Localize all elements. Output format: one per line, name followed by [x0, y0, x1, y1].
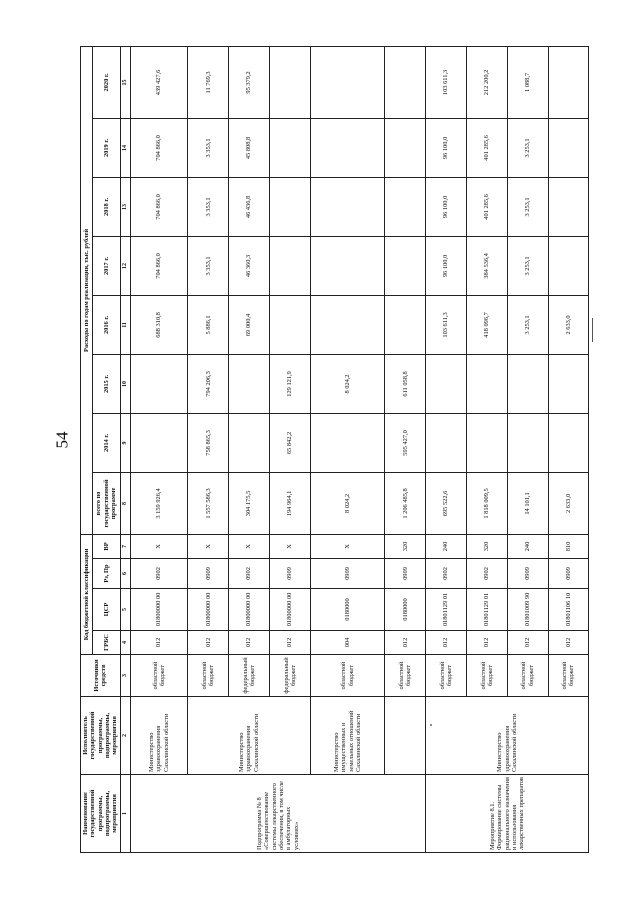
value-2019: 704 866,0	[130, 118, 188, 177]
value-2016: 5 886,1	[188, 295, 229, 354]
col-number: 12	[120, 236, 130, 295]
rzpr-cell: 0909	[385, 559, 426, 589]
hdr-expenses: Расходы по годам реализации, тыс. рублей	[81, 46, 93, 534]
value-2014	[229, 413, 270, 472]
executor-cell: Министерство здравоохранения Сахалинской области	[130, 697, 188, 775]
source-cell: областной бюджет	[548, 655, 589, 697]
source-cell: областной бюджет	[426, 655, 467, 697]
total-cell: 1 818 009,5	[466, 472, 507, 534]
table-row	[310, 46, 385, 852]
value-2020: 95 379,2	[229, 46, 270, 118]
csr-cell: 01801106 10	[548, 589, 589, 631]
col-number: 9	[120, 413, 130, 472]
col-number: 11	[120, 295, 130, 354]
col-number: 8	[120, 472, 130, 534]
value-2020: 212 200,2	[466, 46, 507, 118]
source-cell: областной бюджет	[466, 655, 507, 697]
value-2015	[426, 354, 467, 413]
hdr-source: Источники средств	[81, 655, 121, 697]
rzpr-cell: 0909	[507, 559, 548, 589]
value-2017	[385, 236, 426, 295]
value-2020	[385, 46, 426, 118]
rzpr-cell: 0909	[548, 559, 589, 589]
grbs-cell: 004	[310, 631, 385, 655]
value-2019: 45 808,8	[229, 118, 270, 177]
value-2015: 8 024,2	[310, 354, 385, 413]
grbs-cell: 012	[507, 631, 548, 655]
value-2017	[548, 236, 589, 295]
value-2014	[130, 413, 188, 472]
hdr-2019: 2019 г.	[92, 118, 120, 177]
value-2016: 103 611,3	[426, 295, 467, 354]
value-2019: 96 100,0	[426, 118, 467, 177]
source-cell: областной бюджет	[385, 655, 426, 697]
value-2016: 688 310,8	[130, 295, 188, 354]
value-2017: 3 353,1	[188, 236, 229, 295]
source-cell: областной бюджет	[188, 655, 229, 697]
source-cell: областной бюджет	[130, 655, 188, 697]
total-cell: 695 522,6	[426, 472, 467, 534]
value-2018	[310, 177, 385, 236]
csr-cell: 01801129 01	[466, 589, 507, 631]
total-cell: 3 159 926,4	[130, 472, 188, 534]
col-number: 2	[120, 697, 130, 775]
value-2017	[310, 236, 385, 295]
value-2018	[385, 177, 426, 236]
grbs-cell: 012	[130, 631, 188, 655]
hdr-total: всего по государственной программе	[92, 472, 120, 534]
grbs-cell: 012	[548, 631, 589, 655]
value-2018: 46 436,8	[229, 177, 270, 236]
hdr-executor: Исполнитель государственной программы, подпрограммы, мероприятия	[81, 697, 121, 775]
col-number: 1	[120, 775, 130, 853]
grbs-cell: 012	[188, 631, 229, 655]
value-2018: 3 253,1	[507, 177, 548, 236]
executor-cell: Министерство здравоохранения Сахалинской области	[188, 697, 310, 775]
value-2018	[269, 177, 310, 236]
hdr-2015: 2015 г.	[92, 354, 120, 413]
value-2015	[466, 354, 507, 413]
col-number: 5	[120, 589, 130, 631]
csr-cell: 01801009 90	[507, 589, 548, 631]
value-2017: 96 100,0	[426, 236, 467, 295]
hdr-2020: 2020 г.	[92, 46, 120, 118]
value-2017: 3 253,1	[507, 236, 548, 295]
value-2018: 704 866,0	[130, 177, 188, 236]
table-row	[130, 46, 188, 852]
value-2019	[385, 118, 426, 177]
value-2014	[466, 413, 507, 472]
value-2015	[507, 354, 548, 413]
subprogram-name: Подпрограмма № 8 «Совершенствование системы лекарственного обеспечения, в том числе в амбулаторных условиях»	[130, 775, 426, 853]
budget-table	[80, 46, 589, 853]
vr-cell: Х	[130, 534, 188, 558]
rzpr-cell: 0909	[310, 559, 385, 589]
vr-cell: 240	[507, 534, 548, 558]
vr-cell: Х	[310, 534, 385, 558]
rzpr-cell: 0902	[229, 559, 270, 589]
source-cell: федеральный бюджет	[229, 655, 270, 697]
value-2020: 103 611,3	[426, 46, 467, 118]
hdr-name: Наименование государственной программы, подпрограммы, мероприятия	[81, 775, 121, 853]
header-row-1	[81, 46, 93, 852]
column-number-row	[120, 46, 130, 852]
rzpr-cell: 0909	[188, 559, 229, 589]
grbs-cell: 012	[229, 631, 270, 655]
value-2020	[269, 46, 310, 118]
value-2014	[310, 413, 385, 472]
source-cell: федеральный бюджет	[269, 655, 310, 697]
grbs-cell: 012	[385, 631, 426, 655]
col-number: 13	[120, 177, 130, 236]
value-2014	[507, 413, 548, 472]
value-2014: 65 842,2	[269, 413, 310, 472]
value-2015: 794 206,3	[188, 354, 229, 413]
value-2014	[548, 413, 589, 472]
rzpr-cell: 0902	[426, 559, 467, 589]
executor-cell: Министерство имущественных и земельных отношений Сахалинской области	[310, 697, 385, 775]
col-number: 6	[120, 559, 130, 589]
hdr-csr: ЦСР	[92, 589, 120, 631]
value-2018: 401 285,6	[466, 177, 507, 236]
value-2015	[130, 354, 188, 413]
value-2015	[229, 354, 270, 413]
hdr-2014: 2014 г.	[92, 413, 120, 472]
hdr-rzpr: Рз, Пр	[92, 559, 120, 589]
value-2020	[548, 46, 589, 118]
value-2014: 758 865,3	[188, 413, 229, 472]
value-2016	[269, 295, 310, 354]
value-2015	[548, 354, 589, 413]
value-2019: 3 353,1	[188, 118, 229, 177]
vr-cell: 320	[385, 534, 426, 558]
grbs-cell: 012	[426, 631, 467, 655]
value-2019	[548, 118, 589, 177]
col-number: 15	[120, 46, 130, 118]
value-2018: 96 100,0	[426, 177, 467, 236]
col-number: 10	[120, 354, 130, 413]
table-row	[385, 46, 426, 852]
col-number: 3	[120, 655, 130, 697]
col-number: 7	[120, 534, 130, 558]
csr-cell: 0180000	[310, 589, 385, 631]
vr-cell: Х	[269, 534, 310, 558]
csr-cell: 01800000 00	[130, 589, 188, 631]
col-number: 14	[120, 118, 130, 177]
col-number: 4	[120, 631, 130, 655]
vr-cell: Х	[188, 534, 229, 558]
value-2016: 69 000,4	[229, 295, 270, 354]
table-row	[426, 46, 467, 852]
value-2015: 129 121,9	[269, 354, 310, 413]
vr-cell: 810	[548, 534, 589, 558]
value-2020: 11 769,3	[188, 46, 229, 118]
value-2019	[310, 118, 385, 177]
value-2016: 2 633,0	[548, 295, 589, 354]
value-2016	[310, 295, 385, 354]
rotated-table-container	[80, 48, 585, 853]
total-cell: 2 633,0	[548, 472, 589, 534]
total-cell: 14 101,1	[507, 472, 548, 534]
csr-cell: 01800000 00	[269, 589, 310, 631]
csr-cell: 01800000 00	[229, 589, 270, 631]
value-2019: 401 285,6	[466, 118, 507, 177]
hdr-2016: 2016 г.	[92, 295, 120, 354]
value-2019	[269, 118, 310, 177]
total-cell: 304 175,5	[229, 472, 270, 534]
page-number: 54	[52, 431, 72, 449]
value-2020: 1 088,7	[507, 46, 548, 118]
value-2019: 3 253,1	[507, 118, 548, 177]
measure-name: Мероприятие 8.1. Формирование системы рационального назначения и использования лекарственных препаратов	[426, 775, 589, 853]
value-2020: 439 427,6	[130, 46, 188, 118]
value-2016	[385, 295, 426, 354]
source-cell: областной бюджет	[507, 655, 548, 697]
rzpr-cell: 0902	[130, 559, 188, 589]
hdr-grbs: ГРБС	[92, 631, 120, 655]
value-2016: 418 096,7	[466, 295, 507, 354]
total-cell: 194 964,1	[269, 472, 310, 534]
value-2014: 595 427,0	[385, 413, 426, 472]
value-2016: 3 253,1	[507, 295, 548, 354]
source-cell: областной бюджет	[310, 655, 385, 697]
rzpr-cell: 0902	[466, 559, 507, 589]
csr-cell: 01800000 00	[188, 589, 229, 631]
vr-cell: 320	[466, 534, 507, 558]
grbs-cell: 012	[466, 631, 507, 655]
value-2017: 46 360,3	[229, 236, 270, 295]
grbs-cell: 012	[269, 631, 310, 655]
margin-mark	[592, 318, 593, 342]
value-2017: 704 866,0	[130, 236, 188, 295]
value-2018: 3 353,1	[188, 177, 229, 236]
hdr-2017: 2017 г.	[92, 236, 120, 295]
value-2017	[269, 236, 310, 295]
executor-cell-empty	[385, 697, 426, 775]
hdr-classification: Код бюджетной классификации	[81, 534, 93, 654]
value-2017: 384 536,4	[466, 236, 507, 295]
total-cell: 1 206 485,8	[385, 472, 426, 534]
value-2014	[426, 413, 467, 472]
vr-cell: 240	[426, 534, 467, 558]
rzpr-cell: 0909	[269, 559, 310, 589]
table-row	[188, 46, 229, 852]
value-2015: 611 058,8	[385, 354, 426, 413]
total-cell: 8 024,2	[310, 472, 385, 534]
hdr-vr: ВР	[92, 534, 120, 558]
value-2020	[310, 46, 385, 118]
executor-cell: Министерство здравоохранения Сахалинской области	[426, 697, 589, 775]
hdr-2018: 2018 г.	[92, 177, 120, 236]
vr-cell: Х	[229, 534, 270, 558]
total-cell: 1 557 586,3	[188, 472, 229, 534]
value-2018	[548, 177, 589, 236]
csr-cell: 01801129 01	[426, 589, 467, 631]
csr-cell: 0180000	[385, 589, 426, 631]
